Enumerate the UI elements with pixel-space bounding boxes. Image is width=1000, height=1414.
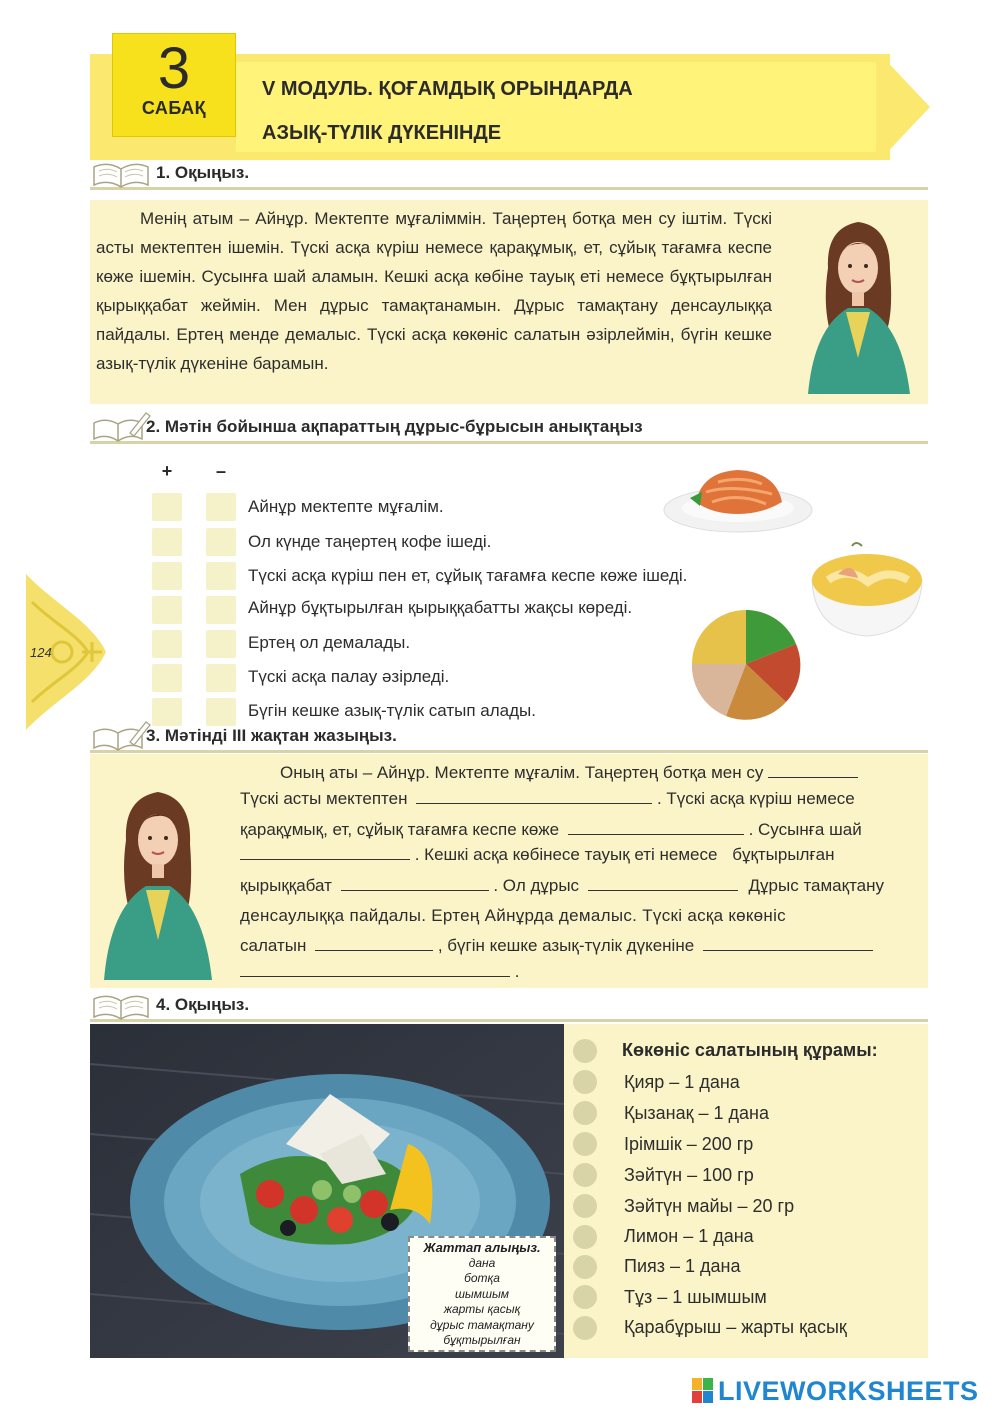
memo-word: бұқтырылған xyxy=(443,1333,521,1347)
section1-heading xyxy=(90,162,928,190)
section3-text: салатын xyxy=(240,936,307,955)
statement-item: Бүгін кешке азық-түлік сатып алады. xyxy=(248,701,536,720)
section3-line xyxy=(240,820,924,840)
noodle-soup-image xyxy=(808,540,926,640)
section3-text: , бүгін кешке азық-түлік дүкеніне xyxy=(437,936,695,955)
topic-title: АЗЫҚ-ТҮЛІК ДҮКЕНІНДЕ xyxy=(262,122,502,144)
answer-blank[interactable] xyxy=(240,976,510,977)
answer-blank[interactable] xyxy=(588,890,738,891)
ingredient-item: Зәйтүн майы – 20 гр xyxy=(624,1196,795,1216)
ingredient-item: Лимон – 1 дана xyxy=(624,1226,754,1246)
logo-text: LIVEWORKSHEETS xyxy=(718,1375,979,1406)
section3-line xyxy=(240,936,924,956)
ingredient-item: Тұз – 1 шымшым xyxy=(624,1287,767,1307)
cabbage-dish-image xyxy=(662,462,814,534)
minus-checkbox[interactable] xyxy=(206,596,236,624)
ingredient-item: Зәйтүн – 100 гр xyxy=(624,1165,754,1185)
section3-text: Түскі асты мектептен xyxy=(240,789,408,808)
section2-heading xyxy=(90,416,928,444)
section3-line xyxy=(240,962,924,982)
teacher-illustration xyxy=(798,208,920,394)
bullet-dot xyxy=(573,1194,597,1218)
section3-line xyxy=(240,876,924,896)
minus-checkbox[interactable] xyxy=(206,664,236,692)
minus-checkbox[interactable] xyxy=(206,493,236,521)
section3-text: . Кешкі асқа көбінесе тауық еті немесе xyxy=(414,845,718,864)
minus-sign: – xyxy=(215,461,226,481)
section3-text: бұқтырылған xyxy=(732,845,835,864)
statement-item: Айнұр бұқтырылған қырыққабатты жақсы көреді. xyxy=(248,598,633,617)
plus-checkbox[interactable] xyxy=(152,596,182,624)
plus-checkbox[interactable] xyxy=(152,664,182,692)
statement-item: Айнұр мектепте мұғалім. xyxy=(248,497,444,516)
plus-sign: + xyxy=(161,461,173,481)
open-book-icon xyxy=(90,989,152,1021)
book-pencil-icon xyxy=(90,411,152,443)
ingredients-title: Көкөніс салатының құрамы: xyxy=(622,1040,878,1060)
section3-text: қырыққабат xyxy=(240,876,332,895)
liveworksheets-mark-icon xyxy=(692,1378,714,1404)
header-arrow xyxy=(880,54,930,160)
plus-checkbox[interactable] xyxy=(152,562,182,590)
memo-box xyxy=(408,1236,556,1352)
lesson-badge xyxy=(112,33,236,137)
memo-word: шымшым xyxy=(454,1286,510,1301)
page-number: 124 xyxy=(30,645,52,660)
ingredient-item: Қияр – 1 дана xyxy=(624,1072,740,1092)
bullet-dot xyxy=(573,1039,597,1063)
ingredient-item: Қарабұрыш – жарты қасық xyxy=(624,1317,847,1337)
answer-blank[interactable] xyxy=(703,950,873,951)
section2-title: 2. Мәтін бойынша ақпараттың дұрыс-бұрысын анықтаңыз xyxy=(146,417,643,436)
section3-text: . Ол дұрыс xyxy=(493,876,580,895)
statement-item: Түскі асқа палау әзірледі. xyxy=(248,667,450,686)
section4-title: 4. Оқыңыз. xyxy=(156,995,250,1014)
minus-checkbox[interactable] xyxy=(206,630,236,658)
answer-blank[interactable] xyxy=(768,777,858,778)
ingredient-item: Ірімшік – 200 гр xyxy=(624,1134,754,1154)
bullet-dot xyxy=(573,1132,597,1156)
open-book-icon xyxy=(90,157,152,189)
minus-checkbox[interactable] xyxy=(206,528,236,556)
bullet-dot xyxy=(573,1225,597,1249)
section3-text: денсаулыққа пайдалы. Ертең Айнұрда демалыс. Түскі асқа көкөніс xyxy=(240,906,786,925)
answer-blank[interactable] xyxy=(240,859,410,860)
memo-word: ботқа xyxy=(464,1271,500,1285)
ingredient-item: Қызанақ – 1 дана xyxy=(624,1103,770,1123)
bullet-dot xyxy=(573,1101,597,1125)
answer-blank[interactable] xyxy=(315,950,433,951)
statement-item: Ертең ол демалады. xyxy=(248,633,411,652)
plus-checkbox[interactable] xyxy=(152,698,182,726)
plus-checkbox[interactable] xyxy=(152,493,182,521)
bullet-dot xyxy=(573,1316,597,1340)
minus-column xyxy=(206,461,236,482)
section3-line xyxy=(240,906,924,926)
section3-text: Оның аты – Айнұр. Мектепте мұғалім. Таңертең ботқа мен су xyxy=(280,763,764,782)
teacher-illustration xyxy=(96,780,220,980)
minus-checkbox[interactable] xyxy=(206,698,236,726)
memo-word: жарты қасық xyxy=(443,1302,521,1316)
ingredient-item: Пияз – 1 дана xyxy=(624,1256,741,1276)
minus-checkbox[interactable] xyxy=(206,562,236,590)
statement-item: Ол күнде таңертең кофе ішеді. xyxy=(248,532,492,551)
bullet-dot xyxy=(573,1163,597,1187)
liveworksheets-logo[interactable] xyxy=(692,1376,979,1406)
bullet-dot xyxy=(573,1285,597,1309)
answer-blank[interactable] xyxy=(416,803,652,804)
module-title: V МОДУЛЬ. ҚОҒАМДЫҚ ОРЫНДАРДА xyxy=(262,78,633,100)
plus-checkbox[interactable] xyxy=(152,528,182,556)
memo-word: дұрыс тамақтану xyxy=(430,1317,534,1332)
lesson-number: 3 xyxy=(157,36,191,101)
answer-blank[interactable] xyxy=(341,890,489,891)
section3-line xyxy=(240,789,924,809)
section3-text: . Сусынға шай xyxy=(748,820,862,839)
section1-text: Менің атым – Айнұр. Мектепте мұғаліммін. Таңертең ботқа мен су іштім. Түскі асты мектептен ішемін. Түскі асқа күріш немесе қарақұмық, ет, сұйық тағамға кеспе көже ішемін. Сусынға шай аламын. Кешкі асқа көбіне тауық еті немесе бұқтырылған қырыққабат жеймін. Мен дұрыс тамақтанамын. Дұрыс тамақтану денсаулыққа пайдалы. Ертең менде демалыс. Түскі асқа көкөніс салатын әзірлеймін, бүгін кешке азық-түлік дүкеніне барамын. xyxy=(96,209,772,373)
memo-word: дана xyxy=(468,1255,496,1270)
section4-heading xyxy=(90,994,928,1022)
section3-text: . Түскі асқа күріш немесе xyxy=(656,789,855,808)
plus-checkbox[interactable] xyxy=(152,630,182,658)
section3-text: қарақұмық, ет, сұйық тағамға кеспе көже xyxy=(240,820,560,839)
plus-column xyxy=(152,461,182,482)
answer-blank[interactable] xyxy=(568,834,744,835)
bullet-dot xyxy=(573,1070,597,1094)
section3-text: . xyxy=(514,962,520,981)
memo-title: Жаттап алыңыз. xyxy=(423,1240,541,1255)
book-pencil-icon xyxy=(90,720,152,752)
section3-line xyxy=(240,763,924,783)
section3-title: 3. Мәтінді ІІІ жақтан жазыңыз. xyxy=(146,726,397,745)
statement-item: Түскі асқа күріш пен ет, сұйық тағамға кеспе көже ішеді. xyxy=(248,566,688,585)
bullet-dot xyxy=(573,1255,597,1279)
section3-text: Дұрыс тамақтану xyxy=(748,876,885,895)
lesson-word: САБАҚ xyxy=(141,98,207,118)
section1-title: 1. Оқыңыз. xyxy=(156,163,250,182)
section3-heading xyxy=(90,725,928,753)
section3-line xyxy=(240,845,924,865)
food-plate-image xyxy=(686,608,806,720)
